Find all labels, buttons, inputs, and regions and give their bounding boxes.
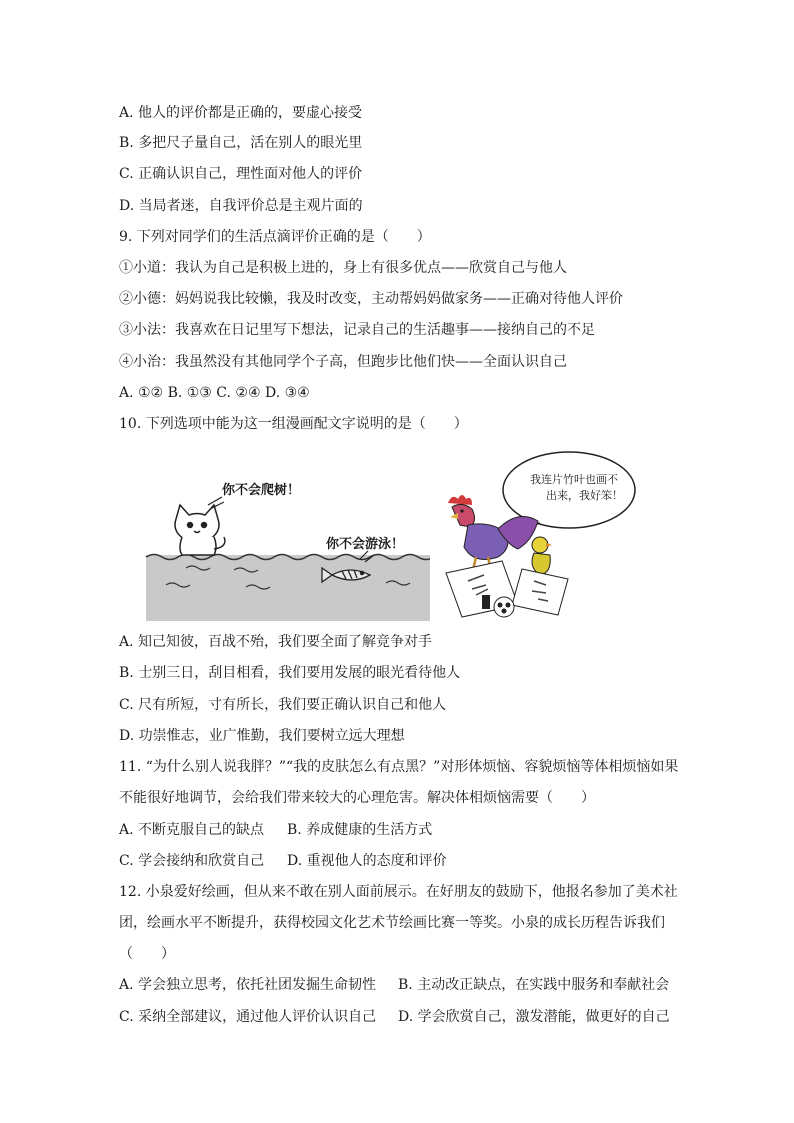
q10-option-b: B. 士别三日，刮目相看，我们要用发展的眼光看待他人: [119, 665, 461, 681]
q10-stem: 10. 下列选项中能为这一组漫画配文字说明的是（ ）: [119, 416, 468, 432]
fish-speech-text: 你不会游泳！: [326, 537, 405, 552]
q12-option-d: D. 学会欣赏自己，激发潜能，做更好的自己: [398, 1009, 670, 1025]
q11-option-d: D. 重视他人的态度和评价: [287, 853, 447, 869]
q9-item-3: ③小法：我喜欢在日记里写下想法，记录自己的生活趣事——接纳自己的不足: [119, 322, 595, 338]
q9-stem: 9. 下列对同学们的生活点滴评价正确的是（ ）: [119, 229, 431, 245]
q9-item-4: ④小治：我虽然没有其他同学个子高，但跑步比他们快——全面认识自己: [119, 354, 567, 370]
q9-options: A. ①② B. ①③ C. ②④ D. ③④: [119, 385, 310, 401]
q12-option-b: B. 主动改正缺点，在实践中服务和奉献社会: [398, 977, 670, 993]
q11-stem-line2: 不能很好地调节，会给我们带来较大的心理危害。解决体相烦恼需要（ ）: [119, 790, 595, 806]
q10-option-a: A. 知己知彼，百战不殆，我们要全面了解竞争对手: [119, 634, 433, 650]
q8-option-b: B. 多把尺子量自己，活在别人的眼光里: [119, 135, 363, 151]
cat-figure: [175, 505, 225, 555]
q12-stem-line2: 团，绘画水平不断提升，获得校园文化艺术节绘画比赛一等奖。小泉的成长历程告诉我们: [119, 915, 665, 931]
q11-option-a: A. 不断克服自己的缺点: [119, 822, 265, 838]
q12-option-c: C. 采纳全部建议，通过他人评价认识自己: [119, 1009, 377, 1025]
q11-option-c: C. 学会接纳和欣赏自己: [119, 853, 265, 869]
ink-bottle: [482, 595, 490, 609]
q8-option-a: A. 他人的评价都是正确的，要虚心接受: [119, 105, 363, 121]
q12-stem-line1: 12. 小泉爱好绘画，但从来不敢在别人面前展示。在好朋友的鼓励下，他报名参加了美术社: [119, 884, 678, 900]
q10-option-d: D. 功崇惟志，业广惟勤，我们要树立远大理想: [119, 728, 405, 744]
q8-option-d: D. 当局者迷，自我评价总是主观片面的: [119, 198, 363, 214]
cartoon-rooster-chick: [438, 445, 678, 621]
cartoon-cat-fish: [146, 475, 430, 621]
paint-dish: [494, 597, 514, 617]
q10-option-c: C. 尺有所短，寸有所长，我们要正确认识自己和他人: [119, 697, 447, 713]
q12-stem-line3: （ ）: [119, 946, 175, 962]
rooster-bubble-line1: 我连片竹叶也画不: [530, 473, 618, 486]
cat-speech-text: 你不会爬树！: [222, 483, 301, 498]
q9-item-1: ①小道：我认为自己是积极上进的，身上有很多优点——欣赏自己与他人: [119, 260, 567, 276]
rooster-bubble-line2: 出来，我好笨！: [546, 489, 623, 502]
water-area: [146, 555, 430, 621]
q11-option-b: B. 养成健康的生活方式: [287, 822, 433, 838]
q8-option-c: C. 正确认识自己，理性面对他人的评价: [119, 166, 363, 182]
q12-option-a: A. 学会独立思考，依托社团发掘生命韧性: [119, 977, 377, 993]
q11-stem-line1: 11. “为什么别人说我胖？”“我的皮肤怎么有点黑？”对形体烦恼、容貌烦恼等体相烦恼如果: [119, 759, 679, 775]
q9-item-2: ②小德：妈妈说我比较懒，我及时改变，主动帮妈妈做家务——正确对待他人评价: [119, 291, 623, 307]
